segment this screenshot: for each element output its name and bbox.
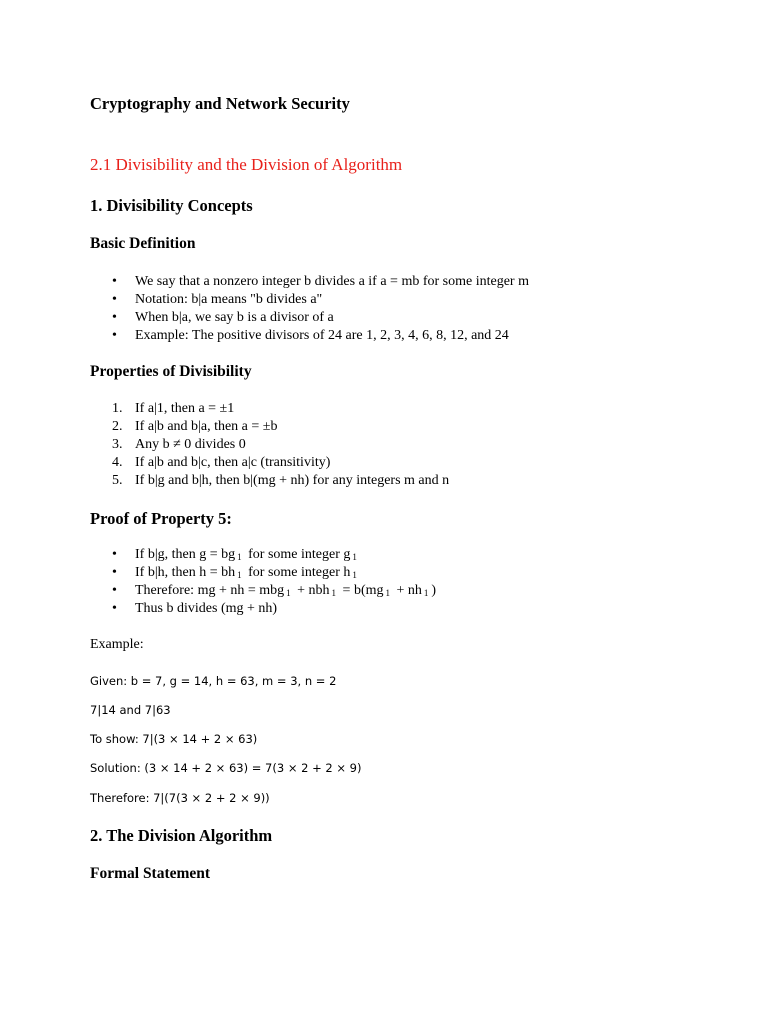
list-item-text: We say that a nonzero integer b divides a if a = mb for some integer m [135, 274, 529, 289]
example-line: Solution: (3 × 14 + 2 × 63) = 7(3 × 2 + 2 × 9) [90, 761, 362, 775]
example-label: Example: [90, 637, 144, 652]
list-item [90, 400, 449, 418]
subscript: 1 [385, 588, 390, 598]
example-line: Therefore: 7|(7(3 × 2 + 2 × 9)) [90, 791, 270, 805]
list-item [90, 418, 449, 436]
list-item-text: If a|b and b|c, then a|c (transitivity) [135, 455, 331, 470]
list-number: 5. [112, 473, 123, 488]
proof-text: Thus b divides (mg + nh) [135, 601, 278, 616]
list-number: 2. [112, 419, 123, 434]
proof-text: ) [431, 583, 437, 598]
bullet-icon: • [112, 274, 117, 289]
bullet-icon: • [112, 601, 117, 616]
list-item [90, 291, 529, 309]
bullet-icon: • [112, 583, 117, 598]
divisibility-concepts-heading: 1. Divisibility Concepts [90, 196, 253, 215]
list-number: 3. [112, 437, 123, 452]
list-item [90, 327, 529, 345]
example-line: 7|14 and 7|63 [90, 703, 171, 717]
list-item [90, 436, 449, 454]
bullet-icon: • [112, 328, 117, 343]
list-item-text: Any b ≠ 0 divides 0 [135, 437, 246, 452]
subscript: 1 [331, 588, 337, 598]
bullet-icon: • [112, 310, 117, 325]
subscript: 1 [352, 552, 357, 562]
list-item-text: If b|g and b|h, then b|(mg + nh) for any integers m and n [135, 473, 450, 488]
list-item [90, 454, 449, 472]
proof-text: If b|h, then h = bh [135, 565, 236, 580]
subscript: 1 [423, 588, 429, 598]
bullet-icon: • [112, 547, 117, 562]
list-item-text: If a|b and b|a, then a = ±b [135, 419, 278, 434]
proof-text: + nh [393, 583, 422, 598]
subscript: 1 [286, 588, 291, 598]
proof-text: for some integer g [244, 547, 351, 562]
list-item [90, 472, 449, 490]
proof-text: If b|g, then g = bg [135, 547, 236, 562]
properties-heading: Properties of Divisibility [90, 363, 252, 380]
proof-text: + nbh [293, 583, 330, 598]
list-item [90, 582, 436, 600]
list-item-text: Notation: b|a means "b divides a" [135, 292, 323, 307]
list-item [90, 309, 529, 327]
list-item [90, 273, 529, 291]
list-item-text: Example: The positive divisors of 24 are 1, 2, 3, 4, 6, 8, 12, and 24 [135, 328, 509, 343]
example-line: Given: b = 7, g = 14, h = 63, m = 3, n = 2 [90, 674, 337, 688]
example-line: To show: 7|(3 × 14 + 2 × 63) [90, 732, 258, 746]
basic-definition-heading: Basic Definition [90, 235, 196, 252]
proof-text: Therefore: mg + nh = mbg [135, 583, 285, 598]
proof-heading: Proof of Property 5: [90, 509, 232, 528]
formal-statement-heading: Formal Statement [90, 865, 211, 882]
subscript: 1 [352, 570, 357, 580]
list-number: 4. [112, 455, 123, 470]
basic-definition-list [90, 273, 529, 345]
list-item-text: If a|1, then a = ±1 [135, 401, 235, 416]
division-algorithm-heading: 2. The Division Algorithm [90, 826, 273, 845]
proof-list [90, 546, 436, 618]
bullet-icon: • [112, 292, 117, 307]
document-title: Cryptography and Network Security [90, 94, 350, 113]
proof-text: for some integer h [244, 565, 351, 580]
properties-list [90, 400, 449, 490]
list-item [90, 600, 436, 618]
list-item [90, 564, 436, 582]
list-item-text: When b|a, we say b is a divisor of a [135, 310, 334, 325]
subscript: 1 [237, 570, 242, 580]
list-number: 1. [112, 401, 123, 416]
bullet-icon: • [112, 565, 117, 580]
subscript: 1 [237, 552, 242, 562]
list-item [90, 546, 436, 564]
proof-text: = b(mg [339, 583, 384, 598]
section-heading: 2.1 Divisibility and the Division of Algorithm [90, 155, 403, 174]
